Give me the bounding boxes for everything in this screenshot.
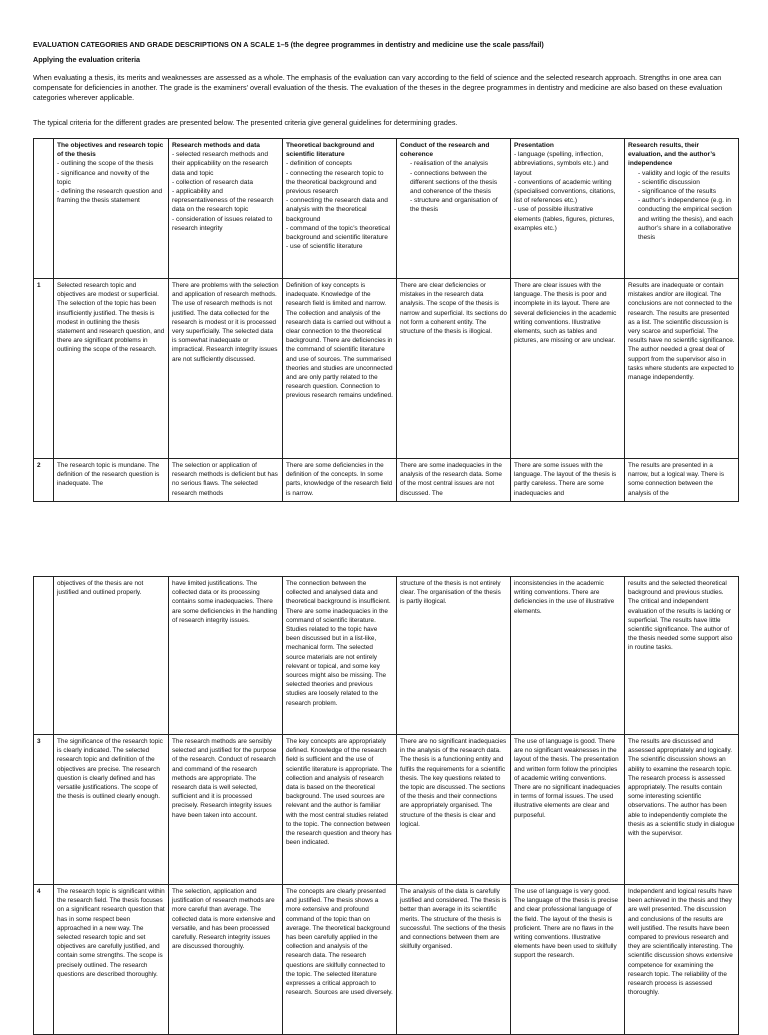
table-cell: The results are presented in a narrow, but a logical way. There is some connection between the analysis of the xyxy=(625,459,739,502)
table-cell: The research topic is mundane. The definition of the research question is inadequate. The xyxy=(54,459,169,502)
grade-column-header xyxy=(34,139,54,279)
document-title: EVALUATION CATEGORIES AND GRADE DESCRIPTIONS ON A SCALE 1–5 (the degree programmes in dentistry and medicine use the scale pass/fail) xyxy=(33,40,544,49)
table-cell: The analysis of the data is carefully justified and considered. The thesis is better than average in its scientific merits. The structure of the thesis is successful. The sections of the thesis and connections between them are skilfully organised. xyxy=(397,885,511,1035)
grade-number: 4 xyxy=(34,885,54,1035)
table-cell: There are clear deficiencies or mistakes in the research data analysis. The scope of the thesis is narrow and superficial. Its sections do not form a coherent entity. The structure of the thesis is illogical. xyxy=(397,279,511,459)
table-cell: results and the selected theoretical background and previous studies. The critical and independent evaluation of the results is lacking or superficial. The results have little scientific significance. The author of the thesis needed some support also in routine tasks. xyxy=(625,577,739,735)
grade-table-page-2 xyxy=(33,576,739,1035)
column-header: The objectives and research topic of the thesis - outlining the scope of the thesis - significance and novelty of the topic - defining the research question and framing the thesis statement xyxy=(54,139,169,279)
table-cell: The selection or application of research methods is deficient but has no serious flaws. The selected research methods xyxy=(169,459,283,502)
grade-number: 2 xyxy=(34,459,54,502)
table-cell: structure of the thesis is not entirely clear. The organisation of the thesis is partly illogical. xyxy=(397,577,511,735)
column-header: Research results, their evaluation, and the author’s independence - validity and logic of the results - scientific discussion - significance of the results - author’s independence (e.g. in conducting the empirical section and writing the thesis), and each author’s share in a collaborative thesis xyxy=(625,139,739,279)
table-cell: The concepts are clearly presented and justified. The thesis shows a more extensive and profound command of the topic than on average. The theoretical background has been carefully applied in the collection and analysis of the research data. The research questions are skilfully connected to the topic. The selected literature expresses a critical approach to research. Sources are used diversely. xyxy=(283,885,397,1035)
table-cell: The selection, application and justification of research methods are more careful than average. The collected data is more extensive and versatile, and has been processed carefully. Research integrity issues are discussed thoroughly. xyxy=(169,885,283,1035)
table-cell: Selected research topic and objectives are modest or superficial. The selection of the topic has been insufficiently justified. The thesis is modest in outlining the thesis statement and research question, and there are significant problems in outlining the scope of the research. xyxy=(54,279,169,459)
table-cell: The key concepts are appropriately defined. Knowledge of the research field is sufficient and the use of scientific literature is appropriate. The collection and analysis of research data is based on the theoretical background. The used sources are relevant and the author is familiar with the most central studies related to the topic. The connection between the research question and theory has been indicated. xyxy=(283,735,397,885)
table-row xyxy=(34,279,739,459)
table-cell: The use of language is good. There are no significant weaknesses in the layout of the thesis. The presentation and written form follow the principles of academic writing conventions. There are no significant inadequacies in terms of formal issues. The used illustrative elements are clear and purposeful. xyxy=(511,735,625,885)
table-cell: There are no significant inadequacies in the analysis of the research data. The thesis is a functioning entity and fulfils the requirements for a scientific thesis. The key questions related to the topic are discussed. The sections of the thesis and their connections are appropriately organised. The structure of the thesis is clear and logical. xyxy=(397,735,511,885)
criteria-note: The typical criteria for the different grades are presented below. The presented criteria give general guidelines for determining grades. xyxy=(33,118,458,127)
grade-table-page-1 xyxy=(33,138,739,502)
table-cell: There are some issues with the language. The layout of the thesis is partly careless. There are some inadequacies and xyxy=(511,459,625,502)
table-cell: objectives of the thesis are not justified and outlined properly. xyxy=(54,577,169,735)
table-cell: There are some inadequacies in the analysis of the research data. Some of the most central issues are not discussed. The xyxy=(397,459,511,502)
intro-paragraph: When evaluating a thesis, its merits and weaknesses are assessed as a whole. The emphasis of the evaluation can vary according to the field of science and the selected research approach. Strengths in one area can compensate for deficiencies in another. The grade is the examiners’ overall evaluation of the thesis. The evaluation of the theses in the degree programmes in dentistry and medicine are also based on these evaluation categories wherever applicable. xyxy=(33,73,723,102)
column-header: Presentation - language (spelling, inflection, abbreviations, symbols etc.) and layout - conventions of academic writing (specialised conventions, citations, list of references etc.) - use of possible illustrative elements (tables, figures, pictures, examples etc.) xyxy=(511,139,625,279)
table-cell: There are some deficiencies in the definition of the concepts. In some parts, knowledge of the research field is narrow. xyxy=(283,459,397,502)
table-row xyxy=(34,735,739,885)
table-cell: Definition of key concepts is inadequate. Knowledge of the research field is limited and narrow. The collection and analysis of the research data is carried out without a clear connection to the theoretical background. There are deficiencies in the command of scientific literature and use of sources. The summarised theories and studies are unconnected and are only partly related to the research question. Connection to previous research remains undefined. xyxy=(283,279,397,459)
table-row xyxy=(34,459,739,502)
table-cell: The use of language is very good. The language of the thesis is precise and clear professional language of the field. The layout of the thesis is proficient. There are no flaws in the writing conventions. Illustrative elements have been used to skilfully support the research. xyxy=(511,885,625,1035)
grade-number: 3 xyxy=(34,735,54,885)
table-cell: inconsistencies in the academic writing conventions. There are deficiencies in the use of illustrative elements. xyxy=(511,577,625,735)
grade-number xyxy=(34,577,54,735)
table-cell: Independent and logical results have been achieved in the thesis and they are well presented. The discussion and conclusions of the results are well justified. The results have been compared to previous research and they are scientifically interesting. The scientific discussion shows extensive competence for examining the research topic. The reliability of the research process is assessed thoroughly. xyxy=(625,885,739,1035)
table-cell: The results are discussed and assessed appropriately and logically. The scientific discussion shows an ability to examine the research topic. The research process is assessed appropriately. The results contain some interesting scientific observations. The author has been able to independently complete the thesis as a scientific study in dialogue with the supervisor. xyxy=(625,735,739,885)
table-row xyxy=(34,885,739,1035)
column-header: Theoretical background and scientific literature - definition of concepts - connecting the research topic to the theoretical background and previous research - connecting the research data and analysis with the theoretical background - command of the topic’s theoretical background and scientific literature - use of scientific literature xyxy=(283,139,397,279)
table-cell: Results are inadequate or contain mistakes and/or are illogical. The conclusions are not connected to the research. The results are presented as a list. The scientific discussion is very scarce and superficial. The results have no scientific significance. The author needed a great deal of support from the supervisor also in tasks where students are expected to manage independently. xyxy=(625,279,739,459)
section-subtitle: Applying the evaluation criteria xyxy=(33,55,141,64)
table-cell: The significance of the research topic is clearly indicated. The selected research topic and definition of the objectives are precise. The research question is clearly defined and has versatile justifications. The scope of the thesis is outlined clearly enough. xyxy=(54,735,169,885)
column-header: Conduct of the research and coherence - realisation of the analysis - connections between the different sections of the thesis and coherence of the thesis - structure and organisation of the thesis xyxy=(397,139,511,279)
table-header-row xyxy=(34,139,739,279)
table-cell: There are problems with the selection and application of research methods. The use of research methods is not justified. The data collected for the research is modest or it is processed very superficially. The selected data is somewhat inadequate or impractical. Research integrity issues are not sufficiently discussed. xyxy=(169,279,283,459)
table-row xyxy=(34,577,739,735)
grade-number: 1 xyxy=(34,279,54,459)
column-header: Research methods and data - selected research methods and their applicability on the research data and topic - collection of research data - applicability and representativeness of the research data on the research topic - consideration of issues related to research integrity xyxy=(169,139,283,279)
table-cell: The research topic is significant within the research field. The thesis focuses on a significant research question that has in some respect been approached in a new way. The selected research topic and set objectives are carefully justified, and contain some strengths. The scope is precisely outlined. The research questions are described thoroughly. xyxy=(54,885,169,1035)
table-cell: The connection between the collected and analysed data and theoretical background is insufficient. There are some inadequacies in the command of scientific literature. Studies related to the topic have been discussed but in a list-like, mechanical form. The selected source materials are not entirely relevant or topical, and some key sources might also be missing. The selected theories and previous studies are loosely related to the research problem. xyxy=(283,577,397,735)
table-cell: There are clear issues with the language. The thesis is poor and incomplete in its layout. There are several deficiencies in the academic writing conventions. Illustrative elements, such as tables and pictures, are missing or are unclear. xyxy=(511,279,625,459)
table-cell: have limited justifications. The collected data or its processing contains some inadequacies. There are some deficiencies in the handling of research integrity issues. xyxy=(169,577,283,735)
table-cell: The research methods are sensibly selected and justified for the purpose of the research. Conduct of research and command of the research methods are appropriate. The research data is well selected, sufficient and it is processed precisely. Research integrity issues have been taken into account. xyxy=(169,735,283,885)
